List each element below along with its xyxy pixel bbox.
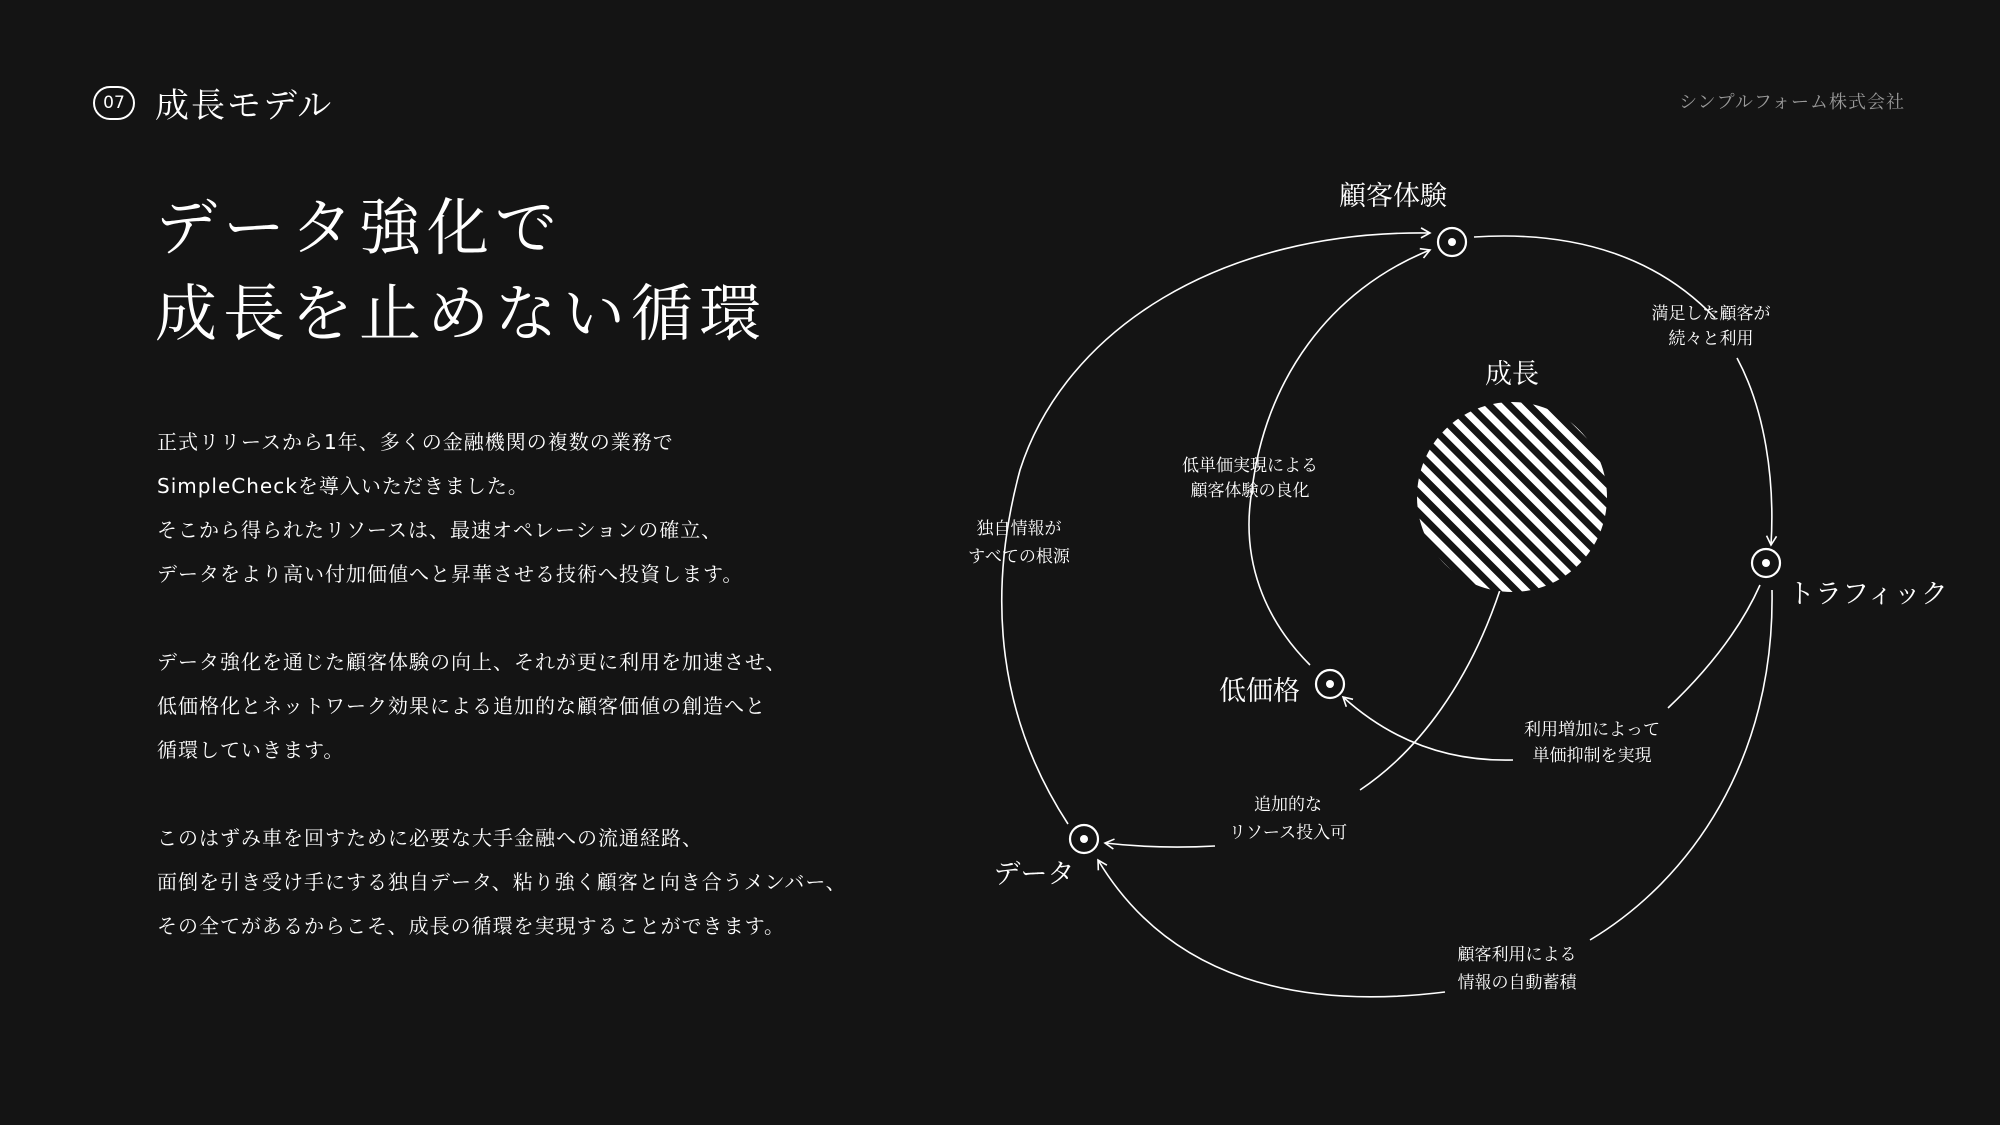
body-line: このはずみ車を回すために必要な大手金融への流通経路、: [157, 826, 703, 850]
edge-growth-to-data-2: [1105, 843, 1215, 847]
edge-label-usage-1: 利用増加によって: [1524, 720, 1660, 740]
node-traffic-label: トラフィック: [1788, 579, 1948, 610]
node-low-price-label: 低価格: [1219, 676, 1300, 707]
edge-traffic-to-lowprice: [1668, 585, 1760, 708]
edge-label-unique-1: 独自情報が: [976, 519, 1062, 539]
headline-line-2: 成長を止めない循環: [155, 277, 768, 350]
body-line: 正式リリースから1年、多くの金融機関の複数の業務で: [157, 430, 674, 454]
edge-label-lowprice-exp-2: 顧客体験の良化: [1190, 481, 1310, 501]
headline-line-1: データ強化で: [155, 191, 564, 264]
edge-label-accumulate-1: 顧客利用による: [1457, 945, 1577, 965]
body-line: データ強化を通じた顧客体験の向上、それが更に利用を加速させ、: [157, 650, 787, 674]
section-title: 成長モデル: [155, 86, 334, 126]
edge-label-satisfied-2: 続々と利用: [1668, 329, 1754, 349]
section-number-badge: 07: [93, 86, 135, 120]
edge-data-to-experience: [1002, 233, 1430, 824]
node-traffic: [1752, 549, 1780, 577]
edge-growth-to-data: [1360, 590, 1500, 790]
node-data: [1070, 825, 1098, 853]
node-low-price: [1316, 670, 1344, 698]
growth-center-circle: [1417, 402, 1607, 592]
edge-traffic-to-data-2: [1098, 860, 1445, 997]
edge-traffic-to-lowprice-2: [1343, 697, 1513, 760]
edge-label-lowprice-exp-1: 低単価実現による: [1182, 456, 1318, 476]
node-customer-experience: [1438, 228, 1466, 256]
body-line: SimpleCheckを導入いただきました。: [157, 474, 529, 498]
node-customer-experience-label: 顧客体験: [1339, 181, 1447, 212]
edge-label-unique-2: すべての根源: [968, 547, 1070, 567]
edge-label-satisfied-1: 満足した顧客が: [1651, 304, 1771, 324]
body-line: 低価格化とネットワーク効果による追加的な顧客価値の創造へと: [157, 694, 766, 718]
body-line: 循環していきます。: [157, 738, 345, 762]
company-name: シンプルフォーム株式会社: [1679, 92, 1905, 113]
edge-label-accumulate-2: 情報の自動蓄積: [1457, 973, 1577, 993]
body-line: その全てがあるからこそ、成長の循環を実現することができます。: [157, 914, 785, 938]
body-line: そこから得られたリソースは、最速オペレーションの確立、: [157, 518, 723, 542]
growth-label: 成長: [1485, 359, 1539, 390]
edge-label-additional-1: 追加的な: [1254, 795, 1322, 815]
edge-label-additional-2: リソース投入可: [1228, 823, 1348, 843]
edge-label-usage-2: 単価抑制を実現: [1532, 746, 1652, 766]
body-line: 面倒を引き受け手にする独自データ、粘り強く顧客と向き合うメンバー、: [157, 870, 847, 894]
edge-experience-to-traffic-2: [1737, 358, 1772, 545]
body-line: データをより高い付加価値へと昇華させる技術へ投資します。: [157, 562, 744, 586]
node-data-label: データ: [993, 859, 1075, 890]
